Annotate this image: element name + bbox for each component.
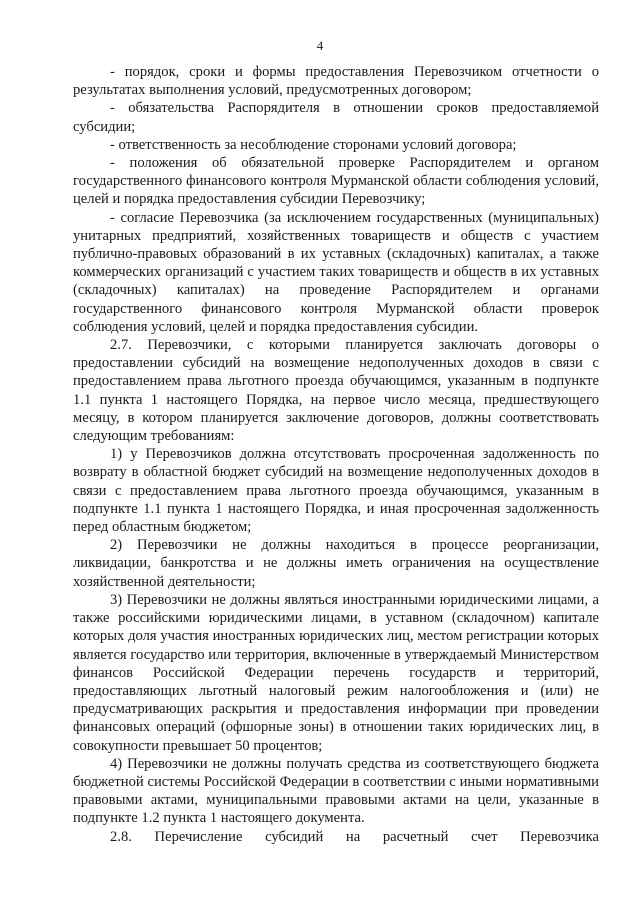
paragraph-carrier-consent: - согласие Перевозчика (за исключением государственных (муниципальных) унитарных предприятий, хозяйственных товариществ и обществ с участием публично-правовых образований в их уставных (складочных) капиталах, а также коммерческих организаций с участием таких товариществ и обществ в их уставных (складочных) капиталах) на проведение Распорядителем и органами государственного финансового контроля Мурманской области проверок соблюдения условий, целей и порядка предоставления субсидии. <box>73 209 599 335</box>
paragraph-section-2-7: 2.7. Перевозчики, с которыми планируется заключать договоры о предоставлении субсидий на возмещение недополученных доходов в связи с предоставлением права льготного проезда обучающимся, указанным в подпункте 1.1 пункта 1 настоящего Порядка, на первое число месяца, предшествующего месяцу, в котором планируется заключение договоров, должны соответствовать следующим требованиям: <box>73 337 599 445</box>
paragraph-requirement-4: 4) Перевозчики не должны получать средства из соответствующего бюджета бюджетной системы Российской Федерации в соответствии с иными нормативными правовыми актами, муниципальными правовыми актами на цели, указанные в подпункте 1.2 пункта 1 настоящего документа. <box>73 755 599 827</box>
paragraph-responsibility: - ответственность за несоблюдение сторонами условий договора; <box>110 136 517 153</box>
paragraph-requirement-2: 2) Перевозчики не должны находиться в процессе реорганизации, ликвидации, банкротства и не должны иметь ограничения на осуществление хозяйственной деятельности; <box>73 537 599 590</box>
paragraph-section-2-8: 2.8. Перечисление субсидий на расчетный счет Перевозчика <box>110 828 599 845</box>
paragraph-mandatory-audit: - положения об обязательной проверке Распорядителем и органом государственного финансового контроля Мурманской области соблюдения условий, целей и порядка предоставления субсидии Перевозчику; <box>73 155 599 208</box>
paragraph-requirement-3: 3) Перевозчики не должны являться иностранными юридическими лицами, а также российскими юридическими лицами, в уставном (складочном) капитале которых доля участия иностранных юридических лиц, местом регистрации которых является государство или территория, включенные в утверждаемый Министерством финансов Российской Федерации перечень государств и территорий, предоставляющих льготный налоговый режим налогообложения и (или) не предусматривающих раскрытия и предоставления информации при проведении финансовых операций (офшорные зоны) в отношении таких юридических лиц, в совокупности превышает 50 процентов; <box>73 591 599 754</box>
document-body <box>73 63 599 846</box>
page-number: 4 <box>316 38 324 53</box>
paragraph-requirement-1: 1) у Перевозчиков должна отсутствовать просроченная задолженность по возврату в областной бюджет субсидий на возмещение недополученных доходов в связи с предоставлением права льготного проезда обучающимся, указанным в подпункте 1.1 пункта 1 настоящего Порядка, и иная просроченная задолженность перед областным бюджетом; <box>73 446 599 536</box>
paragraph-reporting-procedure: - порядок, сроки и формы предоставления Перевозчиком отчетности о результатах выполнения условий, предусмотренных договором; <box>73 64 599 99</box>
paragraph-distributor-obligations: - обязательства Распорядителя в отношении сроков предоставляемой субсидии; <box>73 100 599 135</box>
